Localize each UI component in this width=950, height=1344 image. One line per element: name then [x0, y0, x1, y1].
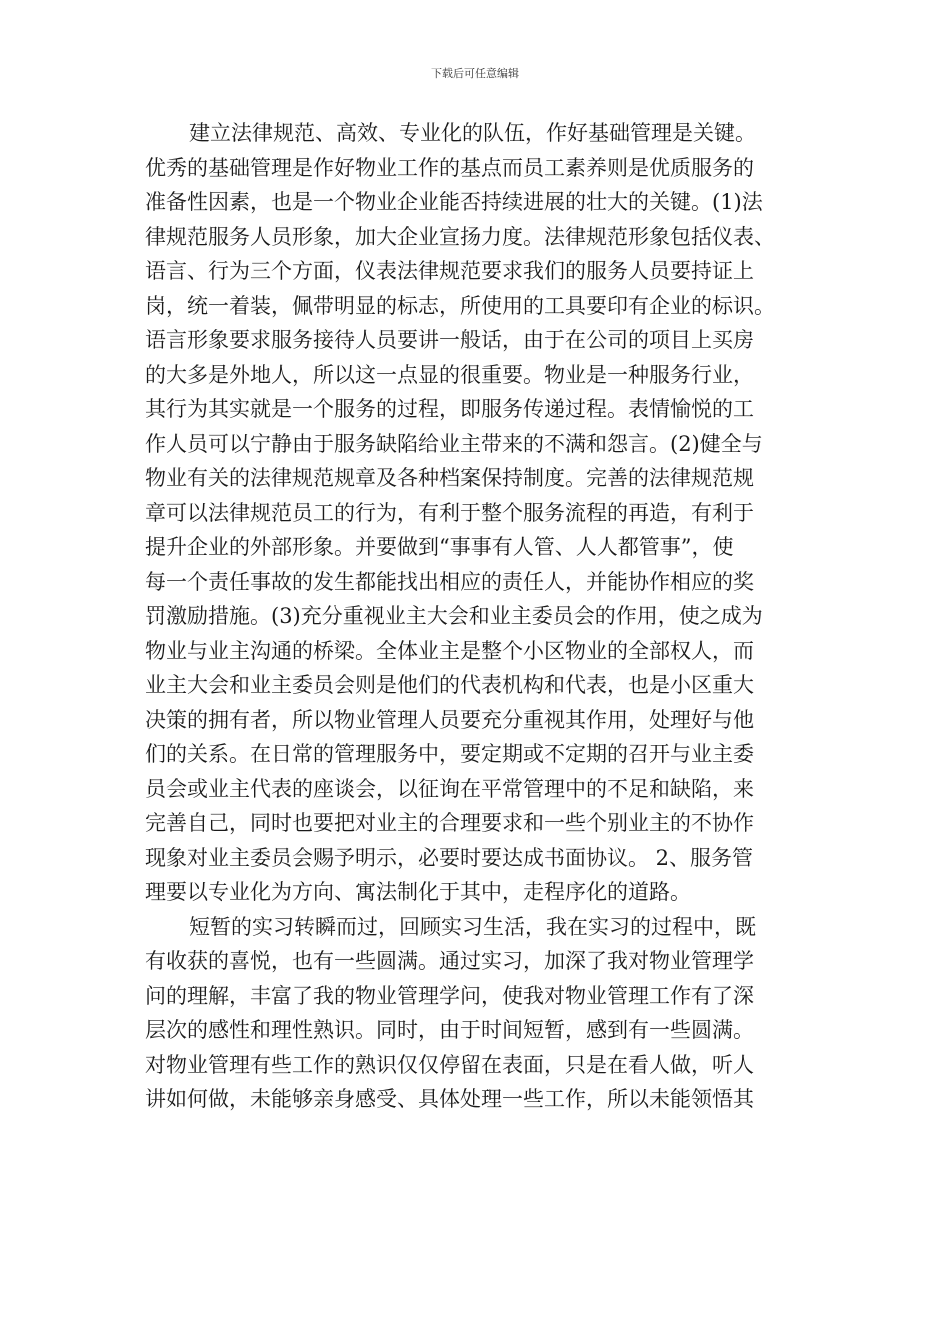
paragraph-1: [145, 116, 810, 910]
text-line: 建立法律规范、高效、专业化的队伍，作好基础管理是关键。: [189, 121, 756, 145]
text-line: 罚激励措施。(3)充分重视业主大会和业主委员会的作用，使之成为: [145, 604, 763, 628]
text-line: 层次的感性和理性熟识。同时，由于时间短暂，感到有一些圆满。: [145, 1018, 754, 1042]
text-line: 们的关系。在日常的管理服务中，要定期或不定期的召开与业主委: [145, 742, 754, 766]
text-line: 对物业管理有些工作的熟识仅仅停留在表面，只是在看人做，听人: [145, 1052, 754, 1077]
text-line: 律规范服务人员形象，加大企业宣扬力度。法律规范形象包括仪表、: [145, 224, 775, 249]
text-line: 章可以法律规范员工的行为，有利于整个服务流程的再造，有利于: [145, 500, 754, 525]
text-line: 完善自己，同时也要把对业主的合理要求和一些个别业主的不协作: [145, 811, 754, 835]
text-line: 岗，统一着装，佩带明显的标志，所使用的工具要印有企业的标识。: [145, 293, 775, 318]
text-line: 物业与业主沟通的桥梁。全体业主是整个小区物业的全部权人，而: [145, 638, 754, 663]
text-line: 每一个责任事故的发生都能找出相应的责任人，并能协作相应的奖: [145, 569, 754, 594]
text-line: 决策的拥有者，所以物业管理人员要充分重视其作用，处理好与他: [145, 707, 754, 732]
page-header: 下载后可任意编辑: [431, 67, 519, 80]
text-line: 有收获的喜悦，也有一些圆满。通过实习，加深了我对物业管理学: [145, 949, 754, 973]
text-line: 讲如何做，未能够亲身感受、具体处理一些工作，所以未能领悟其: [145, 1087, 754, 1111]
text-line: 优秀的基础管理是作好物业工作的基点而员工素养则是优质服务的: [145, 155, 754, 180]
text-line: 提升企业的外部形象。并要做到“事事有人管、人人都管事”，使: [145, 535, 734, 559]
text-line: 准备性因素，也是一个物业企业能否持续进展的壮大的关键。(1)法: [145, 190, 763, 214]
text-line: 理要以专业化为方向、寓法制化于其中，走程序化的道路。: [145, 880, 691, 904]
paragraph-2: [145, 910, 810, 1117]
text-line: 现象对业主委员会赐予明示，必要时要达成书面协议。 2、服务管: [145, 845, 754, 870]
text-line: 问的理解，丰富了我的物业管理学问，使我对物业管理工作有了深: [145, 983, 754, 1008]
text-line: 物业有关的法律规范规章及各种档案保持制度。完善的法律规范规: [145, 466, 754, 490]
document-body: [145, 116, 810, 1117]
text-line: 的大多是外地人，所以这一点显的很重要。物业是一种服务行业，: [145, 362, 754, 387]
text-line: 其行为其实就是一个服务的过程，即服务传递过程。表情愉悦的工: [145, 397, 754, 421]
text-line: 短暂的实习转瞬而过，回顾实习生活，我在实习的过程中，既: [189, 914, 756, 939]
text-line: 业主大会和业主委员会则是他们的代表机构和代表，也是小区重大: [145, 673, 754, 697]
text-line: 语言形象要求服务接待人员要讲一般话，由于在公司的项目上买房: [145, 328, 754, 352]
text-line: 作人员可以宁静由于服务缺陷给业主带来的不满和怨言。(2)健全与: [145, 431, 763, 456]
text-line: 语言、行为三个方面，仪表法律规范要求我们的服务人员要持证上: [145, 259, 754, 283]
text-line: 员会或业主代表的座谈会，以征询在平常管理中的不足和缺陷，来: [145, 776, 754, 801]
